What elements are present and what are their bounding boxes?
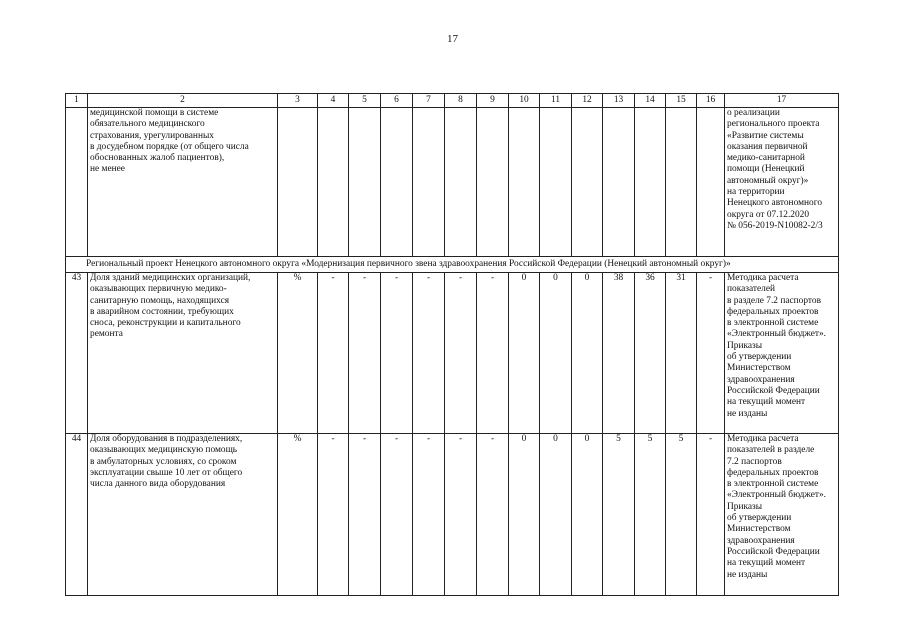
value-cell: - (697, 273, 725, 434)
value-cell: - (349, 434, 381, 596)
header-cell: 9 (477, 94, 509, 108)
project-title: Региональный проект Ненецкого автономного округа «Модернизация первичного звена здравоохранения Российской Федерации (Ненецкий автономный округ)» (66, 257, 839, 273)
header-cell: 15 (666, 94, 697, 108)
value-cell: 5 (635, 434, 666, 596)
header-cell: 14 (635, 94, 666, 108)
header-cell: 3 (278, 94, 318, 108)
value-cell: - (445, 273, 477, 434)
unit-cell: % (278, 273, 318, 434)
value-cell: - (318, 434, 349, 596)
value-cell: - (381, 434, 413, 596)
header-cell: 6 (381, 94, 413, 108)
source-cell: о реализации регионального проекта «Развитие системы оказания первичной медико-санитарной помощи (Ненецкий автономный округ)» на территории Ненецкого автономного округа от 07.12.2020 № 056-2019-N10082-2/3 (725, 108, 839, 257)
value-cell: - (477, 434, 509, 596)
header-cell: 13 (603, 94, 635, 108)
header-cell: 11 (540, 94, 572, 108)
header-cell: 17 (725, 94, 839, 108)
project-row (66, 257, 839, 273)
value-cell: - (697, 434, 725, 596)
value-cell: 31 (666, 273, 697, 434)
continuation-row (66, 108, 839, 257)
header-cell: 10 (509, 94, 540, 108)
indicator-name: Доля оборудования в подразделениях, оказывающих медицинскую помощь в амбулаторных условиях, со сроком эксплуатации свыше 10 лет от общего числа данного вида оборудования (88, 434, 278, 596)
value-cell: 38 (603, 273, 635, 434)
source-cell: Методика расчета показателей в разделе 7.2 паспортов федеральных проектов в электронной системе «Электронный бюджет». Приказы об утверждении Министерством здравоохранения Российской Федерации на текущий момент не изданы (725, 273, 839, 434)
value-cell: - (413, 434, 445, 596)
value-cell: - (318, 273, 349, 434)
indicator-name: медицинской помощи в системе обязательного медицинского страхования, урегулированных в досудебном порядке (от общего числа обоснованных жалоб пациентов), не менее (88, 108, 278, 257)
value-cell: 0 (540, 273, 572, 434)
row-number: 44 (66, 434, 88, 596)
value-cell: 0 (509, 273, 540, 434)
header-row (66, 94, 839, 108)
value-cell: 36 (635, 273, 666, 434)
header-cell: 16 (697, 94, 725, 108)
value-cell: 0 (509, 434, 540, 596)
header-cell: 5 (349, 94, 381, 108)
value-cell: - (413, 273, 445, 434)
row-number: 43 (66, 273, 88, 434)
value-cell: - (477, 273, 509, 434)
value-cell: - (349, 273, 381, 434)
value-cell: - (381, 273, 413, 434)
indicator-name: Доля зданий медицинских организаций, оказывающих первичную медико- санитарную помощь, находящихся в аварийном состоянии, требующих сноса, реконструкции и капитального ремонта (88, 273, 278, 434)
value-cell: - (445, 434, 477, 596)
header-cell: 12 (572, 94, 603, 108)
value-cell: 0 (540, 434, 572, 596)
unit-cell: % (278, 434, 318, 596)
value-cell: 0 (572, 434, 603, 596)
source-cell: Методика расчета показателей в разделе 7.2 паспортов федеральных проектов в электронной системе «Электронный бюджет». Приказы об утверждении Министерством здравоохранения Российской Федерации на текущий момент не изданы (725, 434, 839, 596)
indicators-table (65, 93, 839, 596)
value-cell: 0 (572, 273, 603, 434)
table-row (66, 273, 839, 434)
value-cell: 5 (666, 434, 697, 596)
value-cell: 5 (603, 434, 635, 596)
header-cell: 8 (445, 94, 477, 108)
page-number: 17 (447, 33, 458, 45)
table-row (66, 434, 839, 596)
num-cell (66, 108, 88, 257)
header-cell: 2 (88, 94, 278, 108)
header-cell: 4 (318, 94, 349, 108)
header-cell: 7 (413, 94, 445, 108)
header-cell: 1 (66, 94, 88, 108)
